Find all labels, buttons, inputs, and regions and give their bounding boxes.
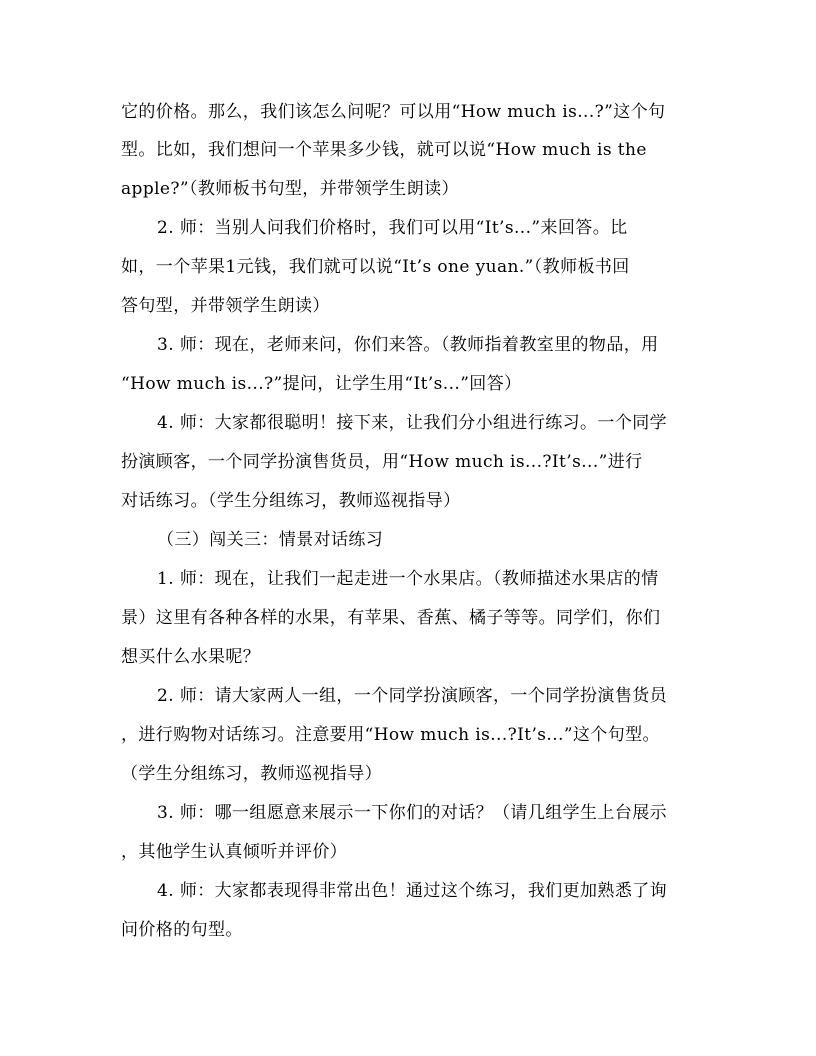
text-line: 问价格的句型。 <box>121 920 243 940</box>
text-line: ，进行购物对话练习。注意要用“How much is...?It’s...”这个句型。 <box>121 725 660 745</box>
text-line: 对话练习。（学生分组练习，教师巡视指导） <box>121 491 461 511</box>
text-line: “How much is...?”提问，让学生用“It’s...”回答） <box>121 374 522 394</box>
text-line: 2. 师：当别人问我们价格时，我们可以用“It’s...”来回答。比 <box>157 218 628 238</box>
text-line: 4. 师：大家都表现得非常出色！通过这个练习，我们更加熟悉了询 <box>157 881 668 901</box>
text-line: 2. 师：请大家两人一组，一个同学扮演顾客，一个同学扮演售货员 <box>157 686 668 706</box>
text-line: 答句型，并带领学生朗读） <box>121 296 330 316</box>
section-heading: （三）闯关三：情景对话练习 <box>157 530 384 550</box>
text-line: 型。比如，我们想问一个苹果多少钱，就可以说“How much is the <box>121 140 647 160</box>
text-line: （学生分组练习，教师巡视指导） <box>121 764 382 784</box>
text-line: 想买什么水果呢？ <box>121 647 261 667</box>
text-line: 4. 师：大家都很聪明！接下来，让我们分小组进行练习。一个同学 <box>157 413 668 433</box>
text-line: 它的价格。那么，我们该怎么问呢？可以用“How much is...?”这个句 <box>121 102 666 122</box>
text-line: 1. 师：现在，让我们一起走进一个水果店。（教师描述水果店的情 <box>157 569 659 589</box>
text-line: apple?”（教师板书句型，并带领学生朗读） <box>121 179 459 199</box>
text-line: 景）这里有各种各样的水果，有苹果、香蕉、橘子等等。同学们，你们 <box>121 608 661 628</box>
text-line: 3. 师：现在，老师来问，你们来答。（教师指着教室里的物品，用 <box>157 335 659 355</box>
text-line: 扮演顾客，一个同学扮演售货员，用“How much is...?It’s...”进行 <box>121 452 643 472</box>
text-line: ，其他学生认真倾听并评价） <box>121 842 348 862</box>
text-line: 如，一个苹果1元钱，我们就可以说“It’s one yuan.”（教师板书回 <box>121 257 630 277</box>
text-line: 3. 师：哪一组愿意来展示一下你们的对话？（请几组学生上台展示 <box>157 803 668 823</box>
